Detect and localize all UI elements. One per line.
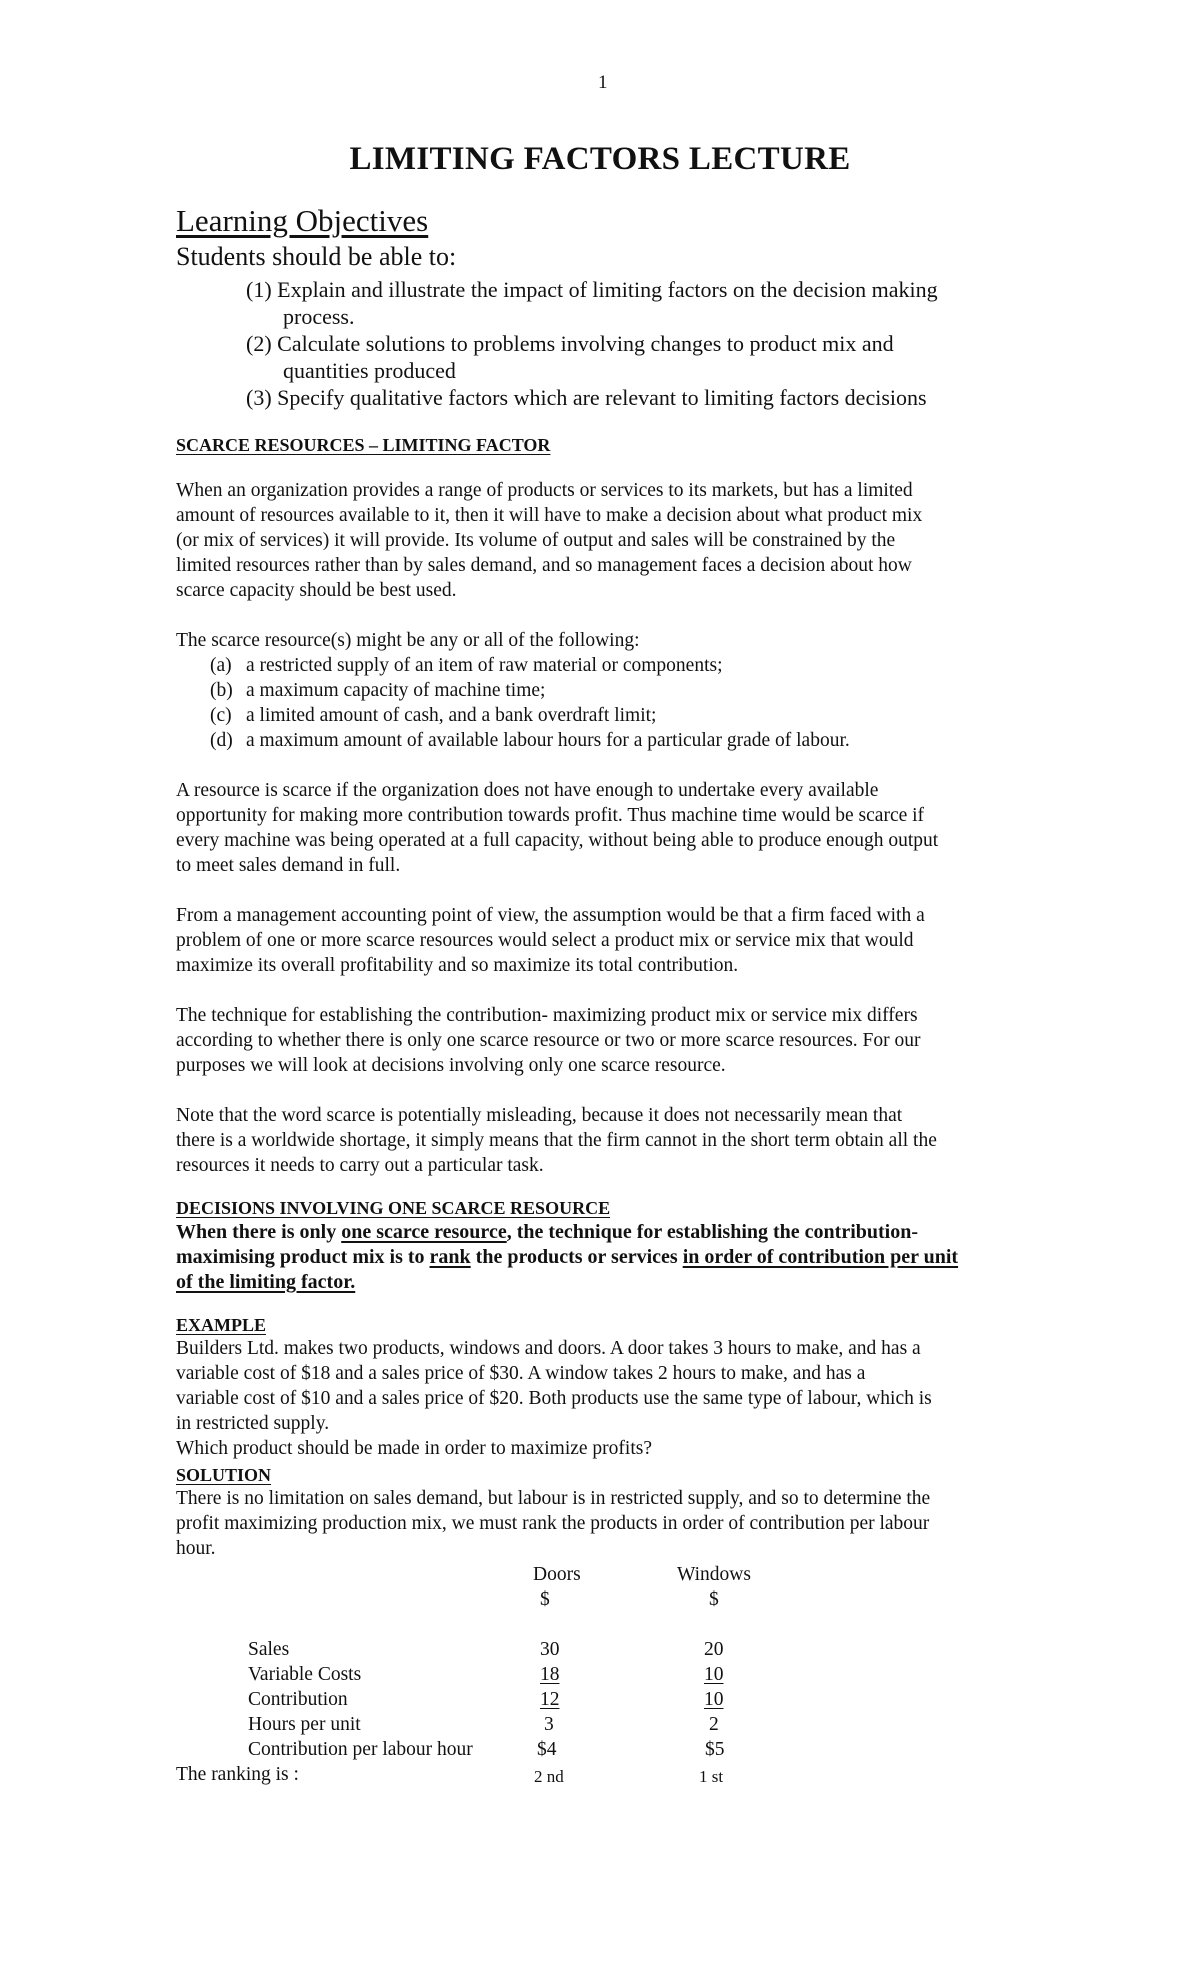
scarce-resource-list xyxy=(210,653,850,753)
text-line: (or mix of services) it will provide. Its volume of output and sales will be constrained by the xyxy=(176,530,896,551)
text-line: Which product should be made in order to maximize profits? xyxy=(176,1438,652,1459)
text-line: resources it needs to carry out a particular task. xyxy=(176,1155,544,1176)
text-line: variable cost of $10 and a sales price of $20. Both products use the same type of labour, which is xyxy=(176,1388,932,1409)
objectives-intro: Students should be able to: xyxy=(176,242,457,271)
text-line: problem of one or more scarce resources would select a product mix or service mix that would xyxy=(176,930,914,951)
decisions-heading: DECISIONS INVOLVING ONE SCARCE RESOURCE xyxy=(176,1198,611,1218)
text-line xyxy=(176,1220,958,1245)
row-label: Sales xyxy=(248,1639,290,1660)
text-line: according to whether there is only one scarce resource or two or more scarce resources. For our xyxy=(176,1030,921,1051)
list-item xyxy=(210,678,850,703)
list-item xyxy=(210,653,850,678)
scarce-resources-heading: SCARCE RESOURCES – LIMITING FACTOR xyxy=(176,435,551,455)
text-line xyxy=(176,1245,958,1270)
text-line: Note that the word scarce is potentially misleading, because it does not necessarily mean that xyxy=(176,1105,903,1126)
text-line: purposes we will look at decisions involving only one scarce resource. xyxy=(176,1055,726,1076)
text-line: in restricted supply. xyxy=(176,1413,330,1434)
text-line: opportunity for making more contribution towards profit. Thus machine time would be scarce if xyxy=(176,805,925,826)
underlined-text: rank xyxy=(429,1246,471,1268)
cell-doors: 30 xyxy=(540,1639,560,1660)
page-number: 1 xyxy=(598,72,608,93)
list-item xyxy=(210,728,850,753)
ranking-label: The ranking is : xyxy=(176,1764,299,1785)
currency-windows: $ xyxy=(709,1589,719,1610)
example-text xyxy=(176,1336,1046,1461)
list-label: (c) xyxy=(210,705,232,726)
example-heading: EXAMPLE xyxy=(176,1315,266,1335)
paragraph-note xyxy=(176,1103,1046,1178)
cell-windows: 10 xyxy=(704,1689,724,1710)
cell-windows: $5 xyxy=(705,1739,725,1760)
text-line: There is no limitation on sales demand, but labour is in restricted supply, and so to determine the xyxy=(176,1488,931,1509)
cell-windows: 10 xyxy=(704,1664,724,1685)
text-line: amount of resources available to it, then it will have to make a decision about what product mix xyxy=(176,505,923,526)
text-line: A resource is scarce if the organization does not have enough to undertake every available xyxy=(176,780,879,801)
page-title: LIMITING FACTORS LECTURE xyxy=(349,141,851,177)
list-text: a limited amount of cash, and a bank overdraft limit; xyxy=(246,705,657,726)
row-label: Hours per unit xyxy=(248,1714,361,1735)
solution-heading: SOLUTION xyxy=(176,1465,272,1485)
ranking-windows: 1 st xyxy=(699,1767,724,1786)
list-text: a maximum amount of available labour hours for a particular grade of labour. xyxy=(246,730,850,751)
text-line: Builders Ltd. makes two products, windows and doors. A door takes 3 hours to make, and has a xyxy=(176,1338,921,1359)
objective-2: (2) Calculate solutions to problems involving changes to product mix and xyxy=(246,331,894,356)
text-line: profit maximizing production mix, we must rank the products in order of contribution per labour xyxy=(176,1513,930,1534)
text-line: The technique for establishing the contribution- maximizing product mix or service mix differs xyxy=(176,1005,918,1026)
paragraph-intro xyxy=(176,478,1046,603)
paragraph-technique xyxy=(176,1003,1046,1078)
list-label: (a) xyxy=(210,655,232,676)
text-line: scarce capacity should be best used. xyxy=(176,580,457,601)
text-line: When an organization provides a range of products or services to its markets, but has a limited xyxy=(176,480,913,501)
list-text: a maximum capacity of machine time; xyxy=(246,680,546,701)
column-header-windows: Windows xyxy=(677,1564,751,1585)
text-line: The scarce resource(s) might be any or all of the following: xyxy=(176,630,640,651)
text-line: there is a worldwide shortage, it simply means that the firm cannot in the short term obtain all the xyxy=(176,1130,937,1151)
objective-1-cont: process. xyxy=(283,304,355,329)
cell-doors: $4 xyxy=(537,1739,557,1760)
scarce-list-intro xyxy=(176,628,1046,653)
text-line xyxy=(176,1270,958,1295)
paragraph-scarce-definition xyxy=(176,778,1046,878)
cell-doors: 3 xyxy=(544,1714,554,1735)
cell-windows: 2 xyxy=(709,1714,719,1735)
underlined-text: one scarce resource xyxy=(341,1221,507,1243)
row-label: Contribution per labour hour xyxy=(248,1739,473,1760)
list-item xyxy=(210,703,850,728)
text-run: , the technique for establishing the contribution- xyxy=(506,1221,919,1243)
text-run: maximising product mix is to xyxy=(176,1246,430,1268)
objective-3: (3) Specify qualitative factors which are relevant to limiting factors decisions xyxy=(246,385,927,410)
row-label: Contribution xyxy=(248,1689,348,1710)
ranking-doors: 2 nd xyxy=(534,1767,564,1786)
text-line: variable cost of $18 and a sales price of $30. A window takes 2 hours to make, and has a xyxy=(176,1363,866,1384)
underlined-text: in order of contribution per unit xyxy=(682,1246,959,1268)
column-header-doors: Doors xyxy=(533,1564,581,1585)
text-line: limited resources rather than by sales demand, and so management faces a decision about how xyxy=(176,555,912,576)
solution-text xyxy=(176,1486,1046,1561)
text-line: hour. xyxy=(176,1538,216,1559)
underlined-text: of the limiting factor. xyxy=(176,1271,356,1293)
text-line: every machine was being operated at a full capacity, without being able to produce enough output xyxy=(176,830,939,851)
text-run: the products or services xyxy=(470,1246,683,1268)
text-line: maximize its overall profitability and so maximize its total contribution. xyxy=(176,955,739,976)
list-label: (d) xyxy=(210,730,233,751)
list-text: a restricted supply of an item of raw material or components; xyxy=(246,655,723,676)
cell-windows: 20 xyxy=(704,1639,724,1660)
text-line: to meet sales demand in full. xyxy=(176,855,401,876)
row-label: Variable Costs xyxy=(248,1664,362,1685)
cell-doors: 18 xyxy=(540,1664,560,1685)
text-run: When there is only xyxy=(176,1221,342,1243)
text-line: From a management accounting point of view, the assumption would be that a firm faced with a xyxy=(176,905,925,926)
learning-objectives-heading: Learning Objectives xyxy=(176,203,429,238)
objective-1: (1) Explain and illustrate the impact of limiting factors on the decision making xyxy=(246,277,938,302)
paragraph-management-view xyxy=(176,903,1046,978)
key-rule xyxy=(176,1220,958,1295)
cell-doors: 12 xyxy=(540,1689,560,1710)
list-label: (b) xyxy=(210,680,233,701)
objective-2-cont: quantities produced xyxy=(283,358,456,383)
currency-doors: $ xyxy=(540,1589,550,1610)
